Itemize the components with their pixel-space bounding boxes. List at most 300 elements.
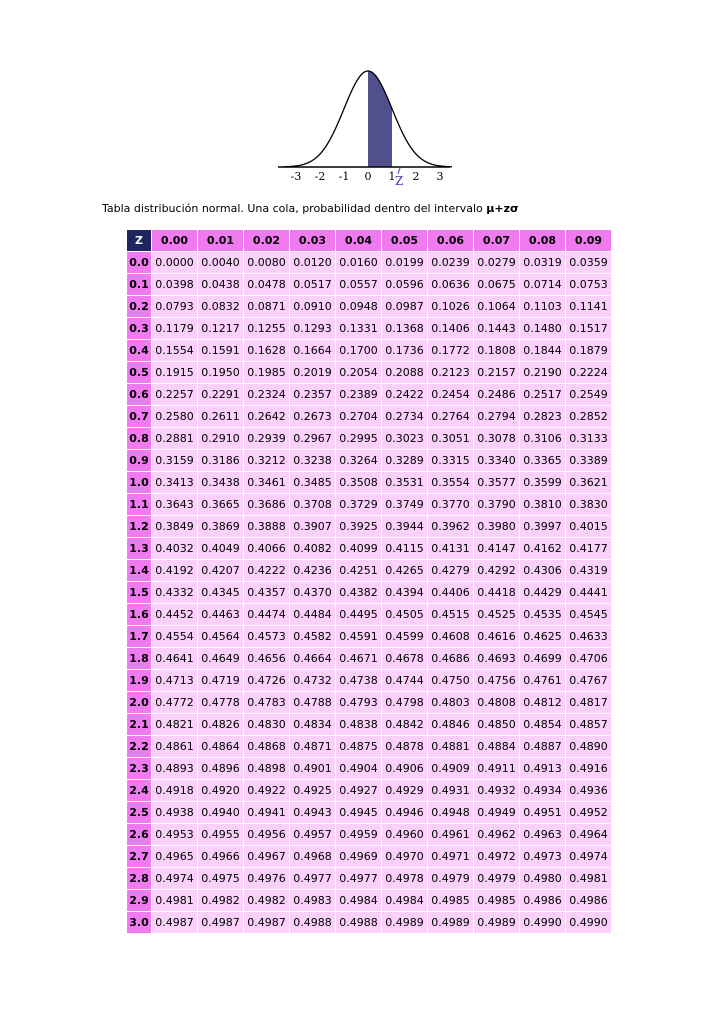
table-cell: 0.4977 [336, 868, 381, 889]
table-row [127, 604, 611, 625]
table-cell: 0.4989 [474, 912, 519, 933]
table-cell: 0.4222 [244, 560, 289, 581]
table-cell: 0.4177 [566, 538, 611, 559]
table-cell: 0.2486 [474, 384, 519, 405]
table-cell: 0.4966 [198, 846, 243, 867]
table-cell: 0.4957 [290, 824, 335, 845]
table-cell: 0.4719 [198, 670, 243, 691]
table-cell: 0.3485 [290, 472, 335, 493]
table-cell: 0.2157 [474, 362, 519, 383]
table-cell: 0.2190 [520, 362, 565, 383]
table-cell: 0.4931 [428, 780, 473, 801]
table-cell: 0.4236 [290, 560, 335, 581]
row-header: 2.3 [127, 758, 151, 779]
table-cell: 0.1736 [382, 340, 427, 361]
table-cell: 0.4901 [290, 758, 335, 779]
row-header: 1.8 [127, 648, 151, 669]
table-cell: 0.3621 [566, 472, 611, 493]
table-cell: 0.2734 [382, 406, 427, 427]
table-cell: 0.4162 [520, 538, 565, 559]
table-cell: 0.3238 [290, 450, 335, 471]
table-cell: 0.1406 [428, 318, 473, 339]
table-cell: 0.2224 [566, 362, 611, 383]
table-cell: 0.4641 [152, 648, 197, 669]
table-cell: 0.4960 [382, 824, 427, 845]
table-cell: 0.0319 [520, 252, 565, 273]
axis-tick-label: 3 [436, 170, 444, 183]
axis-tick-label: -1 [338, 170, 350, 183]
axis-tick-label: 0 [364, 170, 372, 183]
table-cell: 0.4406 [428, 582, 473, 603]
table-cell: 0.0596 [382, 274, 427, 295]
table-cell: 0.4394 [382, 582, 427, 603]
shaded-area [368, 71, 392, 167]
table-cell: 0.4951 [520, 802, 565, 823]
table-cell: 0.1103 [520, 296, 565, 317]
table-cell: 0.4918 [152, 780, 197, 801]
table-cell: 0.3729 [336, 494, 381, 515]
table-cell: 0.4738 [336, 670, 381, 691]
table-cell: 0.4599 [382, 626, 427, 647]
table-cell: 0.4967 [244, 846, 289, 867]
table-cell: 0.0040 [198, 252, 243, 273]
row-header: 1.3 [127, 538, 151, 559]
column-header: 0.05 [382, 230, 427, 251]
table-cell: 0.2995 [336, 428, 381, 449]
table-cell: 0.4986 [520, 890, 565, 911]
table-cell: 0.2291 [198, 384, 243, 405]
table-cell: 0.2088 [382, 362, 427, 383]
table-cell: 0.4972 [474, 846, 519, 867]
table-cell: 0.4982 [244, 890, 289, 911]
table-cell: 0.4985 [428, 890, 473, 911]
table-cell: 0.4975 [198, 868, 243, 889]
table-cell: 0.4817 [566, 692, 611, 713]
table-cell: 0.3212 [244, 450, 289, 471]
table-cell: 0.3438 [198, 472, 243, 493]
table-row [127, 648, 611, 669]
table-cell: 0.4909 [428, 758, 473, 779]
table-cell: 0.1879 [566, 340, 611, 361]
table-cell: 0.1217 [198, 318, 243, 339]
table-cell: 0.4699 [520, 648, 565, 669]
table-cell: 0.0517 [290, 274, 335, 295]
table-cell: 0.4977 [290, 868, 335, 889]
table-cell: 0.0120 [290, 252, 335, 273]
row-header: 0.3 [127, 318, 151, 339]
table-cell: 0.0832 [198, 296, 243, 317]
table-row [127, 758, 611, 779]
table-cell: 0.4265 [382, 560, 427, 581]
table-cell: 0.4984 [336, 890, 381, 911]
table-cell: 0.3749 [382, 494, 427, 515]
table-cell: 0.4964 [566, 824, 611, 845]
table-cell: 0.4429 [520, 582, 565, 603]
z-table [126, 229, 612, 934]
table-cell: 0.4147 [474, 538, 519, 559]
table-cell: 0.4495 [336, 604, 381, 625]
table-cell: 0.4990 [520, 912, 565, 933]
table-cell: 0.1064 [474, 296, 519, 317]
table-cell: 0.4927 [336, 780, 381, 801]
table-cell: 0.3907 [290, 516, 335, 537]
row-header: 2.9 [127, 890, 151, 911]
table-cell: 0.4857 [566, 714, 611, 735]
table-row [127, 736, 611, 757]
table-cell: 0.4979 [474, 868, 519, 889]
column-header: 0.04 [336, 230, 381, 251]
table-cell: 0.4956 [244, 824, 289, 845]
table-cell: 0.4744 [382, 670, 427, 691]
column-header: 0.08 [520, 230, 565, 251]
table-cell: 0.4988 [336, 912, 381, 933]
table-cell: 0.4793 [336, 692, 381, 713]
z-label: Z [395, 174, 404, 188]
table-cell: 0.3830 [566, 494, 611, 515]
table-cell: 0.4884 [474, 736, 519, 757]
table-cell: 0.4893 [152, 758, 197, 779]
table-cell: 0.4772 [152, 692, 197, 713]
column-header: 0.03 [290, 230, 335, 251]
table-row [127, 384, 611, 405]
table-cell: 0.4554 [152, 626, 197, 647]
row-header: 0.9 [127, 450, 151, 471]
table-cell: 0.4452 [152, 604, 197, 625]
table-cell: 0.4332 [152, 582, 197, 603]
table-cell: 0.4505 [382, 604, 427, 625]
table-cell: 0.4649 [198, 648, 243, 669]
table-cell: 0.0871 [244, 296, 289, 317]
table-row [127, 868, 611, 889]
table-cell: 0.4382 [336, 582, 381, 603]
table-cell: 0.3554 [428, 472, 473, 493]
table-cell: 0.4066 [244, 538, 289, 559]
row-header: 2.4 [127, 780, 151, 801]
table-cell: 0.3925 [336, 516, 381, 537]
table-cell: 0.4929 [382, 780, 427, 801]
table-cell: 0.4726 [244, 670, 289, 691]
axis-tick-label: -3 [290, 170, 302, 183]
table-cell: 0.1368 [382, 318, 427, 339]
table-row [127, 560, 611, 581]
table-cell: 0.4981 [566, 868, 611, 889]
table-cell: 0.4345 [198, 582, 243, 603]
table-cell: 0.4878 [382, 736, 427, 757]
table-cell: 0.1293 [290, 318, 335, 339]
table-cell: 0.4525 [474, 604, 519, 625]
table-row [127, 824, 611, 845]
table-cell: 0.2324 [244, 384, 289, 405]
table-cell: 0.3810 [520, 494, 565, 515]
row-header: 0.8 [127, 428, 151, 449]
table-cell: 0.3980 [474, 516, 519, 537]
table-cell: 0.4207 [198, 560, 243, 581]
table-cell: 0.1808 [474, 340, 519, 361]
table-cell: 0.4591 [336, 626, 381, 647]
table-row [127, 472, 611, 493]
table-cell: 0.4756 [474, 670, 519, 691]
table-cell: 0.4974 [152, 868, 197, 889]
table-cell: 0.4846 [428, 714, 473, 735]
table-cell: 0.4842 [382, 714, 427, 735]
table-cell: 0.4990 [566, 912, 611, 933]
table-cell: 0.4989 [428, 912, 473, 933]
row-header: 0.0 [127, 252, 151, 273]
table-cell: 0.4854 [520, 714, 565, 735]
table-cell: 0.4969 [336, 846, 381, 867]
table-cell: 0.4959 [336, 824, 381, 845]
table-cell: 0.0000 [152, 252, 197, 273]
table-cell: 0.4319 [566, 560, 611, 581]
table-cell: 0.4952 [566, 802, 611, 823]
table-cell: 0.3389 [566, 450, 611, 471]
table-cell: 0.4656 [244, 648, 289, 669]
column-header: 0.01 [198, 230, 243, 251]
table-cell: 0.4887 [520, 736, 565, 757]
table-cell: 0.2549 [566, 384, 611, 405]
table-cell: 0.4803 [428, 692, 473, 713]
table-cell: 0.3289 [382, 450, 427, 471]
table-cell: 0.4932 [474, 780, 519, 801]
table-cell: 0.4984 [382, 890, 427, 911]
table-cell: 0.0160 [336, 252, 381, 273]
table-cell: 0.3997 [520, 516, 565, 537]
table-cell: 0.1915 [152, 362, 197, 383]
table-cell: 0.1331 [336, 318, 381, 339]
table-row [127, 340, 611, 361]
table-cell: 0.3888 [244, 516, 289, 537]
table-cell: 0.4633 [566, 626, 611, 647]
table-caption [102, 202, 519, 215]
table-cell: 0.3531 [382, 472, 427, 493]
table-cell: 0.3577 [474, 472, 519, 493]
table-cell: 0.4898 [244, 758, 289, 779]
table-cell: 0.4911 [474, 758, 519, 779]
table-cell: 0.4978 [382, 868, 427, 889]
table-cell: 0.1985 [244, 362, 289, 383]
table-row [127, 450, 611, 471]
table-cell: 0.4890 [566, 736, 611, 757]
table-cell: 0.4713 [152, 670, 197, 691]
table-cell: 0.4940 [198, 802, 243, 823]
row-header: 0.1 [127, 274, 151, 295]
table-cell: 0.4545 [566, 604, 611, 625]
table-cell: 0.2967 [290, 428, 335, 449]
row-header: 2.6 [127, 824, 151, 845]
table-cell: 0.0557 [336, 274, 381, 295]
table-cell: 0.4988 [290, 912, 335, 933]
table-cell: 0.4938 [152, 802, 197, 823]
table-cell: 0.0910 [290, 296, 335, 317]
table-cell: 0.1700 [336, 340, 381, 361]
table-cell: 0.1026 [428, 296, 473, 317]
table-cell: 0.1772 [428, 340, 473, 361]
table-cell: 0.4949 [474, 802, 519, 823]
z-column-header: Z [127, 230, 151, 251]
table-cell: 0.4989 [382, 912, 427, 933]
table-cell: 0.3186 [198, 450, 243, 471]
row-header: 2.0 [127, 692, 151, 713]
table-row [127, 362, 611, 383]
table-cell: 0.4306 [520, 560, 565, 581]
row-header: 1.6 [127, 604, 151, 625]
row-header: 1.2 [127, 516, 151, 537]
table-cell: 0.4664 [290, 648, 335, 669]
table-cell: 0.4798 [382, 692, 427, 713]
row-header: 0.4 [127, 340, 151, 361]
row-header: 0.5 [127, 362, 151, 383]
table-cell: 0.3686 [244, 494, 289, 515]
table-cell: 0.4913 [520, 758, 565, 779]
row-header: 0.7 [127, 406, 151, 427]
table-cell: 0.4515 [428, 604, 473, 625]
table-cell: 0.4357 [244, 582, 289, 603]
table-cell: 0.4115 [382, 538, 427, 559]
table-cell: 0.4987 [198, 912, 243, 933]
table-cell: 0.4082 [290, 538, 335, 559]
table-cell: 0.1255 [244, 318, 289, 339]
table-cell: 0.4955 [198, 824, 243, 845]
table-cell: 0.4463 [198, 604, 243, 625]
table-cell: 0.4732 [290, 670, 335, 691]
table-cell: 0.2852 [566, 406, 611, 427]
table-cell: 0.2454 [428, 384, 473, 405]
table-cell: 0.2939 [244, 428, 289, 449]
table-cell: 0.2123 [428, 362, 473, 383]
table-row [127, 890, 611, 911]
table-cell: 0.4535 [520, 604, 565, 625]
table-cell: 0.4750 [428, 670, 473, 691]
table-cell: 0.4963 [520, 824, 565, 845]
table-cell: 0.3264 [336, 450, 381, 471]
table-row [127, 274, 611, 295]
table-cell: 0.4896 [198, 758, 243, 779]
table-row [127, 714, 611, 735]
table-cell: 0.4279 [428, 560, 473, 581]
table-cell: 0.2881 [152, 428, 197, 449]
table-cell: 0.0239 [428, 252, 473, 273]
table-cell: 0.0279 [474, 252, 519, 273]
column-header: 0.09 [566, 230, 611, 251]
table-cell: 0.4916 [566, 758, 611, 779]
table-cell: 0.1591 [198, 340, 243, 361]
table-cell: 0.4693 [474, 648, 519, 669]
column-header: 0.00 [152, 230, 197, 251]
table-cell: 0.4961 [428, 824, 473, 845]
table-cell: 0.2704 [336, 406, 381, 427]
table-cell: 0.0793 [152, 296, 197, 317]
table-cell: 0.4976 [244, 868, 289, 889]
table-cell: 0.4292 [474, 560, 519, 581]
row-header: 2.8 [127, 868, 151, 889]
table-cell: 0.4582 [290, 626, 335, 647]
table-cell: 0.4982 [198, 890, 243, 911]
table-cell: 0.4032 [152, 538, 197, 559]
table-cell: 0.4783 [244, 692, 289, 713]
row-header: 2.1 [127, 714, 151, 735]
table-cell: 0.3365 [520, 450, 565, 471]
table-cell: 0.0987 [382, 296, 427, 317]
table-cell: 0.4948 [428, 802, 473, 823]
table-cell: 0.4945 [336, 802, 381, 823]
table-cell: 0.3340 [474, 450, 519, 471]
table-row [127, 582, 611, 603]
table-row [127, 780, 611, 801]
table-cell: 0.1179 [152, 318, 197, 339]
row-header: 2.7 [127, 846, 151, 867]
row-header: 0.2 [127, 296, 151, 317]
table-cell: 0.4418 [474, 582, 519, 603]
table-cell: 0.4706 [566, 648, 611, 669]
table-cell: 0.4830 [244, 714, 289, 735]
table-cell: 0.4573 [244, 626, 289, 647]
row-header: 2.2 [127, 736, 151, 757]
column-header: 0.06 [428, 230, 473, 251]
table-row [127, 516, 611, 537]
table-cell: 0.3051 [428, 428, 473, 449]
table-cell: 0.4987 [152, 912, 197, 933]
table-cell: 0.4973 [520, 846, 565, 867]
table-cell: 0.4920 [198, 780, 243, 801]
table-cell: 0.4953 [152, 824, 197, 845]
table-cell: 0.4808 [474, 692, 519, 713]
table-cell: 0.4968 [290, 846, 335, 867]
table-cell: 0.4875 [336, 736, 381, 757]
table-cell: 0.4868 [244, 736, 289, 757]
table-cell: 0.4986 [566, 890, 611, 911]
table-cell: 0.2910 [198, 428, 243, 449]
table-cell: 0.4962 [474, 824, 519, 845]
table-cell: 0.4965 [152, 846, 197, 867]
table-cell: 0.0636 [428, 274, 473, 295]
column-header: 0.07 [474, 230, 519, 251]
row-header: 1.0 [127, 472, 151, 493]
table-cell: 0.4970 [382, 846, 427, 867]
table-cell: 0.4099 [336, 538, 381, 559]
table-cell: 0.4474 [244, 604, 289, 625]
table-cell: 0.2794 [474, 406, 519, 427]
table-row [127, 802, 611, 823]
table-cell: 0.4943 [290, 802, 335, 823]
normal-curve-figure [274, 64, 456, 192]
table-cell: 0.3643 [152, 494, 197, 515]
table-cell: 0.4850 [474, 714, 519, 735]
table-cell: 0.3599 [520, 472, 565, 493]
table-cell: 0.4788 [290, 692, 335, 713]
table-cell: 0.0398 [152, 274, 197, 295]
table-cell: 0.4941 [244, 802, 289, 823]
table-cell: 0.2257 [152, 384, 197, 405]
table-cell: 0.4906 [382, 758, 427, 779]
table-cell: 0.4946 [382, 802, 427, 823]
table-cell: 0.3869 [198, 516, 243, 537]
table-cell: 0.4686 [428, 648, 473, 669]
table-cell: 0.0478 [244, 274, 289, 295]
table-cell: 0.4616 [474, 626, 519, 647]
table-cell: 0.1844 [520, 340, 565, 361]
table-cell: 0.4925 [290, 780, 335, 801]
table-cell: 0.4778 [198, 692, 243, 713]
table-cell: 0.1950 [198, 362, 243, 383]
table-cell: 0.3078 [474, 428, 519, 449]
table-cell: 0.2422 [382, 384, 427, 405]
table-cell: 0.4983 [290, 890, 335, 911]
table-cell: 0.1480 [520, 318, 565, 339]
column-header: 0.02 [244, 230, 289, 251]
table-cell: 0.1517 [566, 318, 611, 339]
table-cell: 0.3159 [152, 450, 197, 471]
row-header: 1.9 [127, 670, 151, 691]
